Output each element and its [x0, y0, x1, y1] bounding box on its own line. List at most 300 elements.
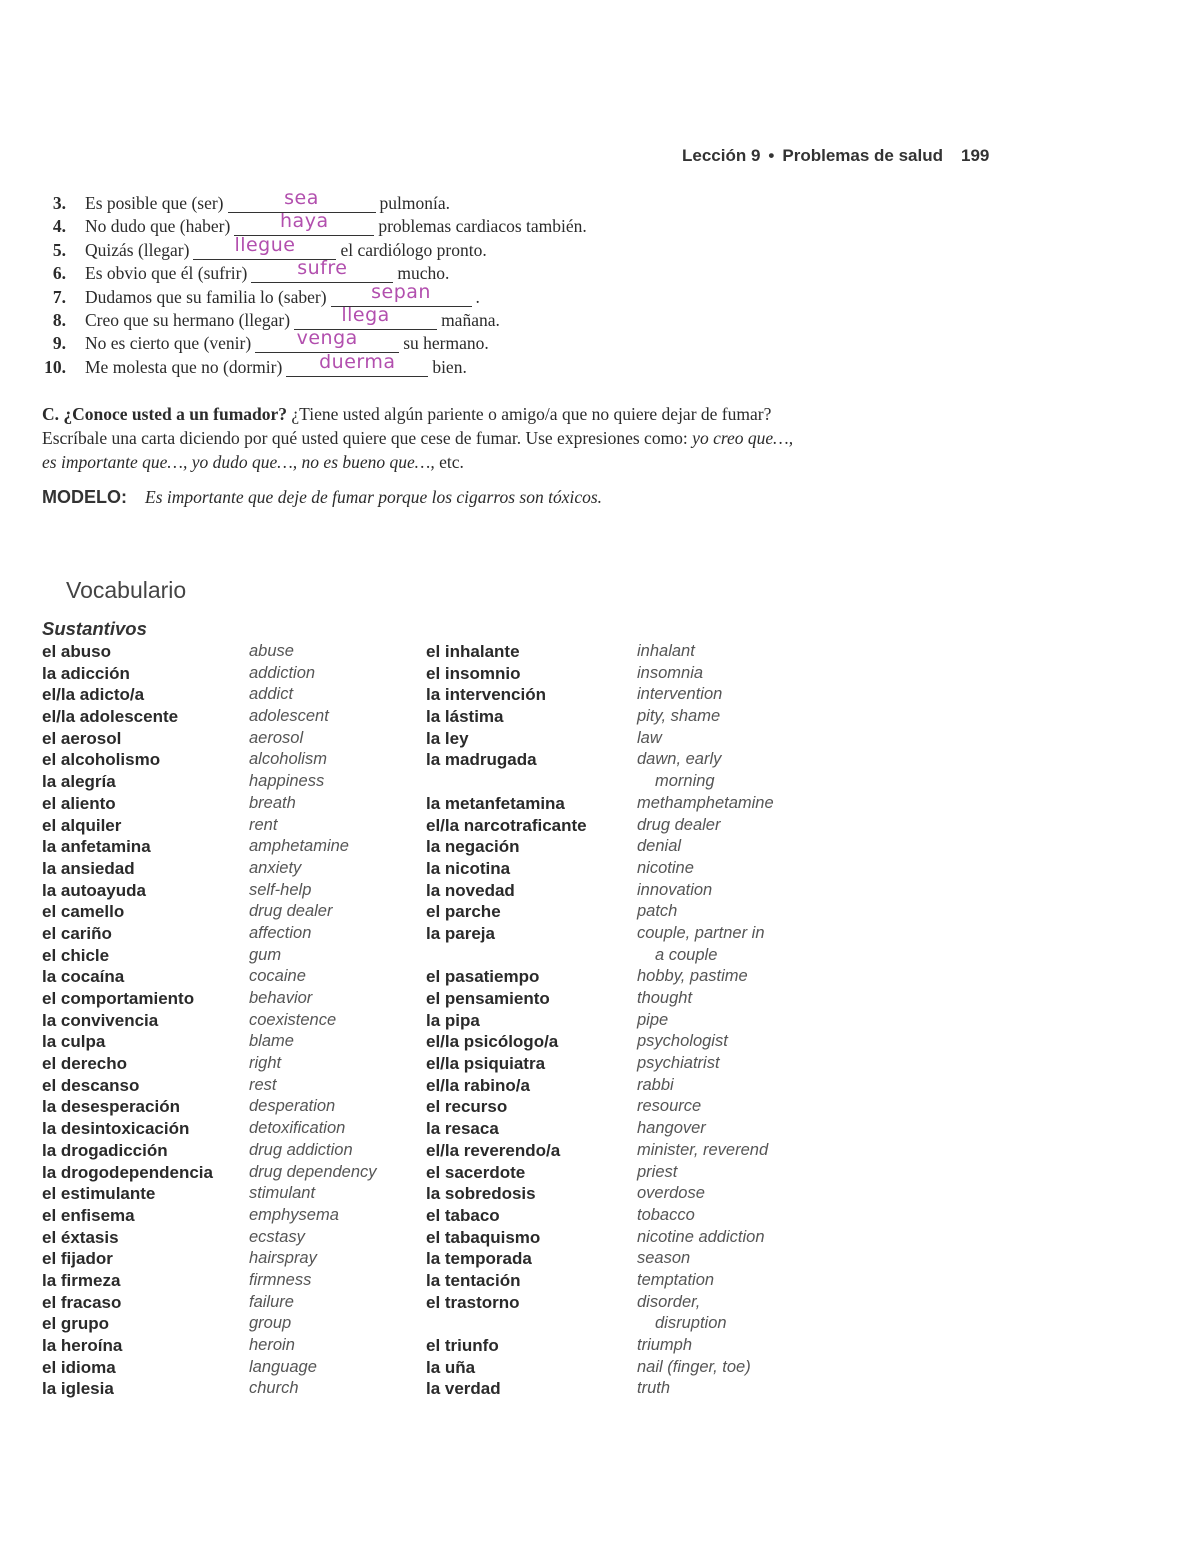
translation-line: right — [249, 1054, 282, 1073]
translation-line: emphysema — [249, 1205, 339, 1224]
spanish-term: la desesperación — [42, 1097, 180, 1117]
spanish-term: el pasatiempo — [426, 967, 540, 987]
translation-line: anxiety — [249, 858, 302, 877]
vocab-entry — [42, 1183, 377, 1205]
english-translation — [249, 684, 293, 706]
spanish-term: la negación — [426, 837, 520, 857]
spanish-term: el descanso — [42, 1075, 140, 1095]
translation-line: desperation — [249, 1097, 336, 1116]
english-translation — [637, 901, 677, 923]
vocab-entry — [42, 706, 377, 728]
english-translation — [637, 1248, 690, 1270]
spanish-term: la temporada — [426, 1249, 532, 1269]
exercise-ending: problemas cardiacos también. — [378, 216, 587, 237]
vocab-entry — [426, 1162, 774, 1184]
translation-line: self-help — [249, 880, 312, 899]
translation-line: minister, reverend — [637, 1140, 769, 1159]
translation-line: language — [249, 1357, 317, 1376]
translation-line: law — [637, 728, 662, 747]
translation-line: drug dealer — [249, 902, 333, 921]
exercise-list — [40, 187, 587, 379]
translation-line: psychologist — [637, 1032, 728, 1051]
vocab-entry — [426, 836, 774, 858]
exercise-prompt: No es cierto que (venir) — [85, 333, 252, 354]
spanish-term: el estimulante — [42, 1184, 156, 1204]
english-translation — [249, 966, 306, 988]
translation-line: cocaine — [249, 967, 306, 986]
translation-line: addiction — [249, 663, 316, 682]
translation-line: firmness — [249, 1270, 312, 1289]
english-translation — [249, 1270, 311, 1292]
exercise-prompt: Dudamos que su familia lo (saber) — [85, 286, 327, 307]
translation-line: failure — [249, 1292, 294, 1311]
spanish-term: el tabaco — [426, 1205, 500, 1225]
english-translation — [637, 1162, 677, 1184]
translation-line: hangover — [637, 1119, 706, 1138]
translation-line: rest — [249, 1075, 277, 1094]
exercise-prompt: Es obvio que él (sufrir) — [85, 263, 248, 284]
spanish-term: la intervención — [426, 685, 546, 705]
vocab-entry — [426, 1335, 774, 1357]
exercise-prompt: No dudo que (haber) — [85, 216, 231, 237]
english-translation — [249, 1031, 294, 1053]
vocab-entry — [42, 988, 377, 1010]
spanish-term: el tabaquismo — [426, 1227, 541, 1247]
vocab-entry — [426, 1227, 774, 1249]
vocab-entry — [426, 793, 774, 815]
spanish-term: el/la psiquiatra — [426, 1054, 546, 1074]
english-translation — [637, 1205, 695, 1227]
vocab-entry — [42, 1227, 377, 1249]
translation-line: nicotine addiction — [637, 1227, 765, 1246]
english-translation — [249, 641, 294, 663]
vocab-entry — [42, 1357, 377, 1379]
spanish-term: el aliento — [42, 793, 116, 813]
spanish-term: la metanfetamina — [426, 793, 565, 813]
translation-line: heroin — [249, 1336, 295, 1354]
vocab-entry — [426, 1378, 774, 1400]
spanish-term: la ansiedad — [42, 858, 135, 878]
english-translation — [637, 1118, 706, 1140]
translation-line: denial — [637, 837, 682, 856]
vocab-entry — [426, 1357, 774, 1379]
vocab-entry — [426, 1096, 774, 1118]
spanish-term: el/la adicto/a — [42, 685, 145, 705]
english-translation — [637, 793, 774, 815]
english-translation — [249, 1010, 336, 1032]
english-translation — [249, 728, 303, 750]
translation-line: gum — [249, 945, 282, 964]
translation-continuation: a couple — [655, 945, 718, 964]
vocab-entry — [42, 771, 377, 793]
translation-line: priest — [637, 1162, 678, 1181]
exercise-number: 4. — [52, 216, 66, 237]
english-translation — [249, 1357, 317, 1379]
vocab-entry — [42, 945, 377, 967]
english-translation — [637, 988, 692, 1010]
english-translation — [249, 923, 311, 945]
spanish-term: el idioma — [42, 1357, 116, 1377]
translation-line: methamphetamine — [637, 793, 774, 812]
english-translation — [637, 1140, 768, 1162]
exercise-number: 8. — [52, 309, 66, 330]
english-translation — [249, 1162, 377, 1184]
translation-line: stimulant — [249, 1184, 316, 1203]
english-translation — [637, 1292, 727, 1335]
english-translation — [637, 836, 681, 858]
vocab-entry — [42, 1248, 377, 1270]
vocab-entry — [42, 1335, 377, 1357]
spanish-term: la sobredosis — [426, 1184, 536, 1204]
translation-line: nail (finger, toe) — [637, 1357, 751, 1376]
english-translation — [637, 1227, 765, 1249]
spanish-term: el/la reverendo/a — [426, 1140, 561, 1160]
english-translation — [637, 684, 722, 706]
english-translation — [249, 858, 301, 880]
translation-line: pity, shame — [637, 707, 721, 726]
translation-line: hairspray — [249, 1249, 317, 1268]
spanish-term: la iglesia — [42, 1379, 114, 1399]
translation-line: tobacco — [637, 1205, 695, 1224]
english-translation — [249, 1378, 299, 1400]
english-translation — [637, 966, 748, 988]
vocab-entry — [42, 923, 377, 945]
translation-line: pipe — [637, 1010, 669, 1029]
lesson-topic: Problemas de salud — [782, 146, 943, 165]
english-translation — [249, 749, 327, 771]
page-number: 199 — [961, 146, 990, 165]
section-c-heading: C. ¿Conoce usted a un fumador? — [42, 404, 288, 424]
spanish-term: la adicción — [42, 663, 130, 683]
translation-line: behavior — [249, 989, 313, 1007]
spanish-term: la cocaína — [42, 967, 125, 987]
vocab-entry — [426, 684, 774, 706]
spanish-term: el éxtasis — [42, 1227, 119, 1247]
spanish-term: el grupo — [42, 1314, 110, 1334]
spanish-term: el recurso — [426, 1097, 508, 1117]
exercise-item — [40, 327, 587, 355]
english-translation — [249, 1118, 345, 1140]
handwritten-answer: haya — [280, 210, 329, 233]
spanish-term: el/la rabino/a — [426, 1075, 530, 1095]
vocab-entry — [426, 1075, 774, 1097]
vocab-column-right — [426, 641, 774, 1400]
handwritten-answer: sufre — [297, 257, 348, 280]
translation-line: abuse — [249, 642, 294, 660]
exercise-ending: mañana. — [441, 309, 500, 330]
spanish-term: la pareja — [426, 923, 495, 943]
english-translation — [637, 880, 712, 902]
vocabulary-title: Vocabulario — [66, 577, 187, 603]
vocab-entry — [426, 966, 774, 988]
spanish-term: el/la psicólogo/a — [426, 1032, 559, 1052]
exercise-prompt: Me molesta que no (dormir) — [85, 356, 283, 377]
spanish-term: la autoayuda — [42, 880, 146, 900]
spanish-term: el derecho — [42, 1054, 128, 1074]
vocab-column-left — [42, 641, 377, 1400]
translation-line: inhalant — [637, 642, 695, 660]
english-translation — [637, 1357, 751, 1379]
english-translation — [249, 901, 332, 923]
spanish-term: el comportamiento — [42, 989, 195, 1008]
exercise-number: 7. — [52, 286, 66, 307]
english-translation — [249, 1140, 353, 1162]
english-translation — [249, 1335, 295, 1357]
translation-line: rabbi — [637, 1075, 674, 1094]
vocab-entry — [42, 793, 377, 815]
vocab-entry — [426, 923, 774, 966]
section-c-expressions: yo creo que…, es importante que…, yo dudo que…, no es bueno que…, — [42, 428, 794, 472]
translation-line: detoxification — [249, 1119, 346, 1138]
english-translation — [637, 1096, 701, 1118]
english-translation — [249, 880, 311, 902]
spanish-term: el inhalante — [426, 642, 520, 661]
translation-line: church — [249, 1379, 299, 1398]
handwritten-answer: llega — [341, 303, 390, 326]
english-translation — [637, 1010, 668, 1032]
handwritten-answer: sepan — [371, 280, 431, 303]
exercise-ending: su hermano. — [403, 333, 489, 354]
vocab-entry — [42, 663, 377, 685]
exercise-item — [40, 280, 587, 309]
vocab-entry — [42, 1270, 377, 1292]
vocab-entry — [426, 1248, 774, 1270]
translation-line: overdose — [637, 1184, 705, 1203]
modelo-text: Es importante que deje de fumar porque los cigarros son tóxicos. — [145, 487, 603, 507]
spanish-term: la firmeza — [42, 1270, 121, 1290]
translation-line: couple, partner in — [637, 923, 765, 942]
answer-blank[interactable] — [286, 350, 428, 377]
spanish-term: la verdad — [426, 1379, 501, 1399]
translation-line: amphetamine — [249, 837, 349, 856]
spanish-term: la anfetamina — [42, 837, 151, 857]
vocab-entry — [42, 1010, 377, 1032]
vocab-entry — [42, 1118, 377, 1140]
spanish-term: el chicle — [42, 945, 110, 965]
translation-line: season — [637, 1249, 691, 1268]
english-translation — [249, 1075, 277, 1097]
translation-line: breath — [249, 793, 296, 812]
vocabulary-subtitle: Sustantivos — [42, 618, 147, 639]
english-translation — [637, 815, 720, 837]
spanish-term: el pensamiento — [426, 989, 550, 1009]
exercise-ending: el cardiólogo pronto. — [340, 239, 487, 260]
spanish-term: el triunfo — [426, 1336, 499, 1356]
translation-line: psychiatrist — [637, 1054, 720, 1073]
vocab-entry — [426, 749, 774, 792]
vocab-entry — [42, 1053, 377, 1075]
spanish-term: la desintoxicación — [42, 1119, 190, 1139]
english-translation — [249, 1183, 315, 1205]
spanish-term: el/la narcotraficante — [426, 815, 587, 835]
vocab-entry — [42, 966, 377, 988]
vocab-entry — [42, 684, 377, 706]
vocab-entry — [42, 1292, 377, 1314]
handwritten-answer: llegue — [234, 233, 296, 256]
english-translation — [637, 1075, 674, 1097]
spanish-term: la drogadicción — [42, 1140, 168, 1160]
vocab-entry — [426, 858, 774, 880]
english-translation — [249, 1313, 291, 1335]
english-translation — [637, 923, 765, 966]
exercise-number: 10. — [44, 356, 66, 377]
translation-continuation: disruption — [655, 1314, 727, 1333]
translation-line: innovation — [637, 880, 713, 899]
spanish-term: el alquiler — [42, 815, 122, 835]
translation-line: blame — [249, 1032, 294, 1051]
english-translation — [249, 988, 312, 1010]
vocab-entry — [426, 1031, 774, 1053]
english-translation — [637, 1378, 670, 1400]
translation-line: insomnia — [637, 663, 704, 682]
english-translation — [637, 749, 721, 792]
translation-line: triumph — [637, 1336, 693, 1355]
exercise-item — [40, 350, 587, 379]
spanish-term: el fijador — [42, 1249, 113, 1269]
vocab-entry — [42, 1140, 377, 1162]
spanish-term: la nicotina — [426, 858, 511, 878]
exercise-prompt: Creo que su hermano (llegar) — [85, 309, 291, 330]
vocab-entry — [42, 1378, 377, 1400]
translation-line: intervention — [637, 685, 723, 704]
translation-line: patch — [637, 902, 678, 921]
spanish-term: la convivencia — [42, 1010, 159, 1030]
translation-line: hobby, pastime — [637, 967, 748, 986]
exercise-number: 5. — [52, 239, 66, 260]
exercise-number: 6. — [52, 263, 66, 284]
spanish-term: el alcoholismo — [42, 750, 161, 770]
spanish-term: la pipa — [426, 1010, 480, 1030]
english-translation — [249, 836, 349, 858]
english-translation — [637, 1031, 728, 1053]
translation-line: aerosol — [249, 728, 304, 747]
translation-line: adolescent — [249, 707, 329, 726]
modelo-label: MODELO: — [42, 487, 127, 507]
english-translation — [249, 1096, 335, 1118]
english-translation — [249, 815, 277, 837]
spanish-term: el cariño — [42, 923, 112, 943]
english-translation — [637, 641, 695, 663]
translation-line: rent — [249, 815, 278, 834]
english-translation — [637, 706, 720, 728]
exercise-item — [40, 210, 587, 238]
vocab-entry — [426, 641, 774, 663]
translation-line: dawn, early — [637, 750, 722, 769]
spanish-term: la culpa — [42, 1032, 106, 1052]
spanish-term: el/la adolescente — [42, 707, 179, 727]
english-translation — [249, 771, 324, 793]
translation-line: resource — [637, 1097, 702, 1116]
translation-line: truth — [637, 1379, 671, 1398]
section-c-tail: etc. — [434, 452, 464, 472]
handwritten-answer: sea — [284, 187, 319, 209]
exercise-prompt: Quizás (llegar) — [85, 239, 190, 260]
translation-line: happiness — [249, 772, 325, 791]
english-translation — [249, 1227, 305, 1249]
english-translation — [637, 858, 694, 880]
vocab-entry — [42, 641, 377, 663]
vocab-entry — [426, 815, 774, 837]
translation-line: ecstasy — [249, 1227, 305, 1246]
vocab-entry — [42, 901, 377, 923]
translation-line: thought — [637, 989, 693, 1008]
spanish-term: la drogodependencia — [42, 1162, 213, 1182]
section-c-text: ¿Tiene usted algún pariente o amigo/a que no quiere dejar de fumar? Escríbale una carta diciendo por qué usted quiere que cese de fumar. Use expresiones como: — [42, 404, 772, 448]
english-translation — [249, 1292, 294, 1314]
translation-line: drug dependency — [249, 1162, 377, 1181]
exercise-ending: bien. — [432, 356, 467, 377]
spanish-term: el enfisema — [42, 1205, 135, 1225]
exercise-ending: pulmonía. — [379, 193, 450, 213]
translation-line: nicotine — [637, 858, 694, 877]
vocab-entry — [426, 1183, 774, 1205]
exercise-ending: . — [475, 286, 480, 307]
vocab-entry — [42, 1205, 377, 1227]
spanish-term: el parche — [426, 902, 501, 922]
vocab-entry — [42, 836, 377, 858]
vocab-entry — [42, 815, 377, 837]
english-translation — [637, 728, 662, 750]
spanish-term: la tentación — [426, 1270, 521, 1290]
vocab-entry — [426, 1010, 774, 1032]
spanish-term: la uña — [426, 1357, 476, 1377]
vocab-entry — [426, 663, 774, 685]
exercise-number: 9. — [52, 333, 66, 354]
vocab-entry — [426, 1205, 774, 1227]
vocab-entry — [42, 1096, 377, 1118]
bullet: • — [768, 146, 775, 165]
spanish-term: la lástima — [426, 707, 504, 727]
spanish-term: la novedad — [426, 880, 515, 900]
english-translation — [249, 1053, 281, 1075]
spanish-term: la alegría — [42, 772, 116, 792]
english-translation — [637, 1053, 720, 1075]
exercise-ending: mucho. — [397, 263, 450, 284]
exercise-item — [40, 257, 587, 285]
exercise-prompt: Es posible que (ser) — [85, 193, 224, 213]
vocab-entry — [42, 1313, 377, 1335]
vocab-entry — [426, 988, 774, 1010]
vocab-entry — [426, 728, 774, 750]
english-translation — [249, 793, 296, 815]
english-translation — [249, 945, 281, 967]
spanish-term: la heroína — [42, 1336, 123, 1355]
english-translation — [249, 663, 315, 685]
english-translation — [637, 663, 703, 685]
translation-line: drug dealer — [637, 815, 721, 834]
vocab-entry — [426, 1270, 774, 1292]
translation-continuation: morning — [655, 772, 715, 791]
spanish-term: el sacerdote — [426, 1162, 526, 1182]
vocab-entry — [426, 1140, 774, 1162]
spanish-term: la ley — [426, 728, 469, 748]
section-c-instructions — [42, 402, 802, 474]
vocab-entry — [42, 1031, 377, 1053]
spanish-term: el insomnio — [426, 663, 521, 683]
spanish-term: el aerosol — [42, 728, 122, 748]
translation-line: drug addiction — [249, 1140, 353, 1159]
vocab-entry — [42, 1075, 377, 1097]
page-header — [682, 146, 989, 166]
translation-line: addict — [249, 685, 294, 704]
english-translation — [249, 1205, 339, 1227]
english-translation — [637, 1183, 705, 1205]
translation-line: coexistence — [249, 1010, 337, 1029]
vocab-entry — [42, 1162, 377, 1184]
vocab-entry — [426, 1292, 774, 1335]
spanish-term: el abuso — [42, 642, 111, 661]
vocab-entry — [42, 728, 377, 750]
